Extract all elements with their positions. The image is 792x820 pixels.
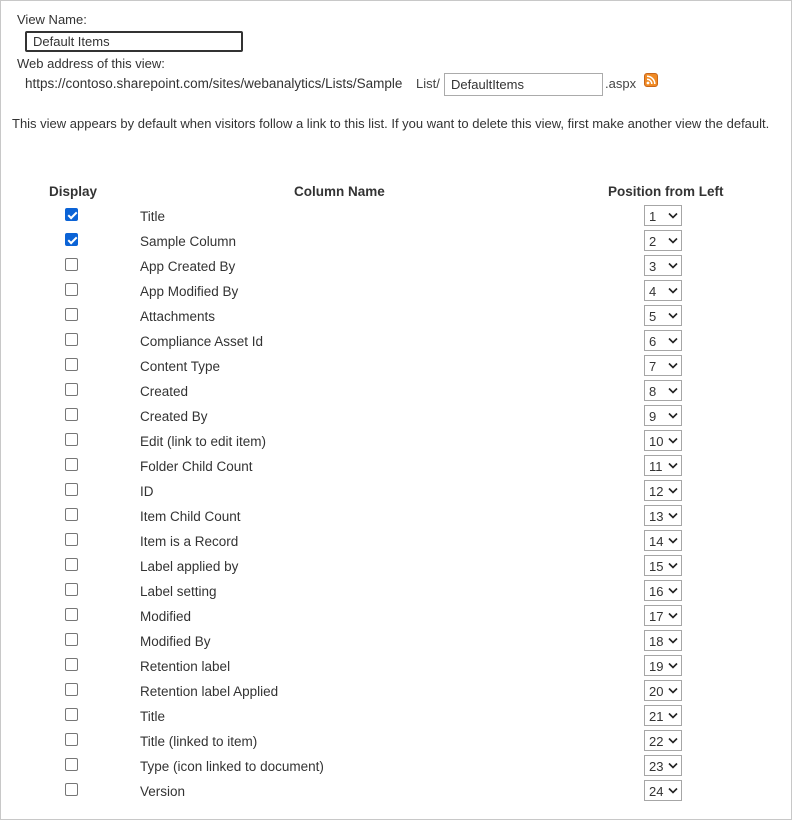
table-row [1, 654, 791, 679]
column-name: Label applied by [140, 559, 239, 574]
chevron-down-icon [668, 487, 678, 494]
column-name: Type (icon linked to document) [140, 759, 324, 774]
display-checkbox[interactable] [65, 658, 78, 671]
chevron-down-icon [668, 287, 678, 294]
chevron-down-icon [668, 262, 678, 269]
position-select[interactable] [644, 355, 682, 376]
position-value: 16 [649, 584, 664, 599]
position-value: 7 [649, 359, 657, 374]
column-name: Title (linked to item) [140, 734, 258, 749]
position-value: 6 [649, 334, 657, 349]
table-row [1, 679, 791, 704]
column-name: Compliance Asset Id [140, 334, 264, 349]
display-checkbox[interactable] [65, 308, 78, 321]
position-value: 17 [649, 609, 664, 624]
chevron-down-icon [668, 787, 678, 794]
display-checkbox[interactable] [65, 783, 78, 796]
position-value: 21 [649, 709, 664, 724]
position-value: 23 [649, 759, 664, 774]
display-checkbox[interactable] [65, 508, 78, 521]
column-name: Retention label [140, 659, 231, 674]
display-checkbox[interactable] [65, 383, 78, 396]
chevron-down-icon [668, 212, 678, 219]
position-select[interactable] [644, 755, 682, 776]
display-checkbox[interactable] [65, 708, 78, 721]
position-select[interactable] [644, 455, 682, 476]
chevron-down-icon [668, 712, 678, 719]
columns-table [1, 204, 791, 804]
position-select[interactable] [644, 505, 682, 526]
display-checkbox[interactable] [65, 358, 78, 371]
position-value: 20 [649, 684, 664, 699]
display-checkbox[interactable] [65, 233, 78, 246]
position-value: 12 [649, 484, 664, 499]
chevron-down-icon [668, 362, 678, 369]
column-name: Title [140, 709, 166, 724]
chevron-down-icon [668, 662, 678, 669]
table-row [1, 229, 791, 254]
display-checkbox[interactable] [65, 733, 78, 746]
chevron-down-icon [668, 537, 678, 544]
column-name: Modified [140, 609, 192, 624]
position-select[interactable] [644, 305, 682, 326]
position-select[interactable] [644, 430, 682, 451]
display-checkbox[interactable] [65, 533, 78, 546]
rss-feed-icon[interactable] [644, 73, 658, 87]
table-row [1, 529, 791, 554]
table-row [1, 604, 791, 629]
column-name-header: Column Name [294, 184, 385, 199]
chevron-down-icon [668, 462, 678, 469]
table-row [1, 329, 791, 354]
position-header: Position from Left [608, 184, 724, 199]
view-name-label: View Name: [17, 12, 87, 27]
position-value: 2 [649, 234, 657, 249]
web-address-page-input[interactable] [444, 73, 603, 96]
position-select[interactable] [644, 255, 682, 276]
table-row [1, 404, 791, 429]
table-row [1, 554, 791, 579]
chevron-down-icon [668, 312, 678, 319]
column-name: Retention label Applied [140, 684, 279, 699]
position-select[interactable] [644, 730, 682, 751]
display-checkbox[interactable] [65, 258, 78, 271]
display-checkbox[interactable] [65, 633, 78, 646]
position-select[interactable] [644, 380, 682, 401]
display-checkbox[interactable] [65, 483, 78, 496]
table-row [1, 779, 791, 804]
column-name: App Created By [140, 259, 236, 274]
chevron-down-icon [668, 737, 678, 744]
display-column-header: Display [49, 184, 98, 199]
position-value: 24 [649, 784, 664, 799]
position-select[interactable] [644, 480, 682, 501]
position-select[interactable] [644, 680, 682, 701]
position-value: 22 [649, 734, 664, 749]
position-select[interactable] [644, 630, 682, 651]
web-address-base-url: https://contoso.sharepoint.com/sites/webanalytics/Lists/Sample [25, 76, 403, 91]
position-value: 18 [649, 634, 664, 649]
column-name: Content Type [140, 359, 221, 374]
column-name: App Modified By [140, 284, 239, 299]
chevron-down-icon [668, 412, 678, 419]
table-row [1, 379, 791, 404]
position-select[interactable] [644, 405, 682, 426]
column-name: Edit (link to edit item) [140, 434, 267, 449]
web-address-extension: .aspx [605, 76, 637, 91]
position-value: 8 [649, 384, 657, 399]
display-checkbox[interactable] [65, 408, 78, 421]
table-row [1, 354, 791, 379]
table-row [1, 304, 791, 329]
chevron-down-icon [668, 587, 678, 594]
web-address-label: Web address of this view: [17, 56, 165, 71]
chevron-down-icon [668, 437, 678, 444]
position-select[interactable] [644, 555, 682, 576]
display-checkbox[interactable] [65, 683, 78, 696]
table-row [1, 754, 791, 779]
display-checkbox[interactable] [65, 283, 78, 296]
display-checkbox[interactable] [65, 583, 78, 596]
table-row [1, 504, 791, 529]
position-value: 10 [649, 434, 664, 449]
position-value: 15 [649, 559, 664, 574]
position-select[interactable] [644, 580, 682, 601]
position-select[interactable] [644, 230, 682, 251]
column-name: Created By [140, 409, 208, 424]
display-checkbox[interactable] [65, 433, 78, 446]
position-value: 13 [649, 509, 664, 524]
chevron-down-icon [668, 687, 678, 694]
position-value: 9 [649, 409, 657, 424]
web-address-list-prefix: List/ [416, 76, 440, 91]
position-value: 14 [649, 534, 664, 549]
default-view-note: This view appears by default when visitors follow a link to this list. If you want to delete this view, first make another view the default. [12, 116, 770, 131]
position-value: 1 [649, 209, 657, 224]
column-name: Folder Child Count [140, 459, 253, 474]
position-value: 4 [649, 284, 657, 299]
position-select[interactable] [644, 330, 682, 351]
chevron-down-icon [668, 512, 678, 519]
chevron-down-icon [668, 237, 678, 244]
column-name: Attachments [140, 309, 216, 324]
position-select[interactable] [644, 280, 682, 301]
table-row [1, 279, 791, 304]
column-name: ID [140, 484, 154, 499]
display-checkbox[interactable] [65, 333, 78, 346]
table-row [1, 429, 791, 454]
display-checkbox[interactable] [65, 608, 78, 621]
column-name: Version [140, 784, 186, 799]
table-row [1, 704, 791, 729]
table-row [1, 479, 791, 504]
column-name: Item is a Record [140, 534, 239, 549]
column-name: Created [140, 384, 189, 399]
table-row [1, 204, 791, 229]
chevron-down-icon [668, 612, 678, 619]
chevron-down-icon [668, 337, 678, 344]
table-row [1, 579, 791, 604]
column-name: Label setting [140, 584, 217, 599]
column-name: Modified By [140, 634, 211, 649]
position-select[interactable] [644, 605, 682, 626]
position-value: 3 [649, 259, 657, 274]
chevron-down-icon [668, 562, 678, 569]
position-select[interactable] [644, 780, 682, 801]
position-value: 5 [649, 309, 657, 324]
chevron-down-icon [668, 387, 678, 394]
view-name-input[interactable] [25, 31, 243, 52]
display-checkbox[interactable] [65, 558, 78, 571]
position-select[interactable] [644, 530, 682, 551]
position-value: 19 [649, 659, 664, 674]
table-row [1, 254, 791, 279]
display-checkbox[interactable] [65, 208, 78, 221]
position-select[interactable] [644, 205, 682, 226]
chevron-down-icon [668, 762, 678, 769]
position-select[interactable] [644, 655, 682, 676]
column-name: Sample Column [140, 234, 237, 249]
chevron-down-icon [668, 637, 678, 644]
display-checkbox[interactable] [65, 458, 78, 471]
table-row [1, 729, 791, 754]
position-value: 11 [649, 459, 663, 474]
column-name: Title [140, 209, 166, 224]
position-select[interactable] [644, 705, 682, 726]
column-name: Item Child Count [140, 509, 241, 524]
table-row [1, 454, 791, 479]
display-checkbox[interactable] [65, 758, 78, 771]
table-row [1, 629, 791, 654]
